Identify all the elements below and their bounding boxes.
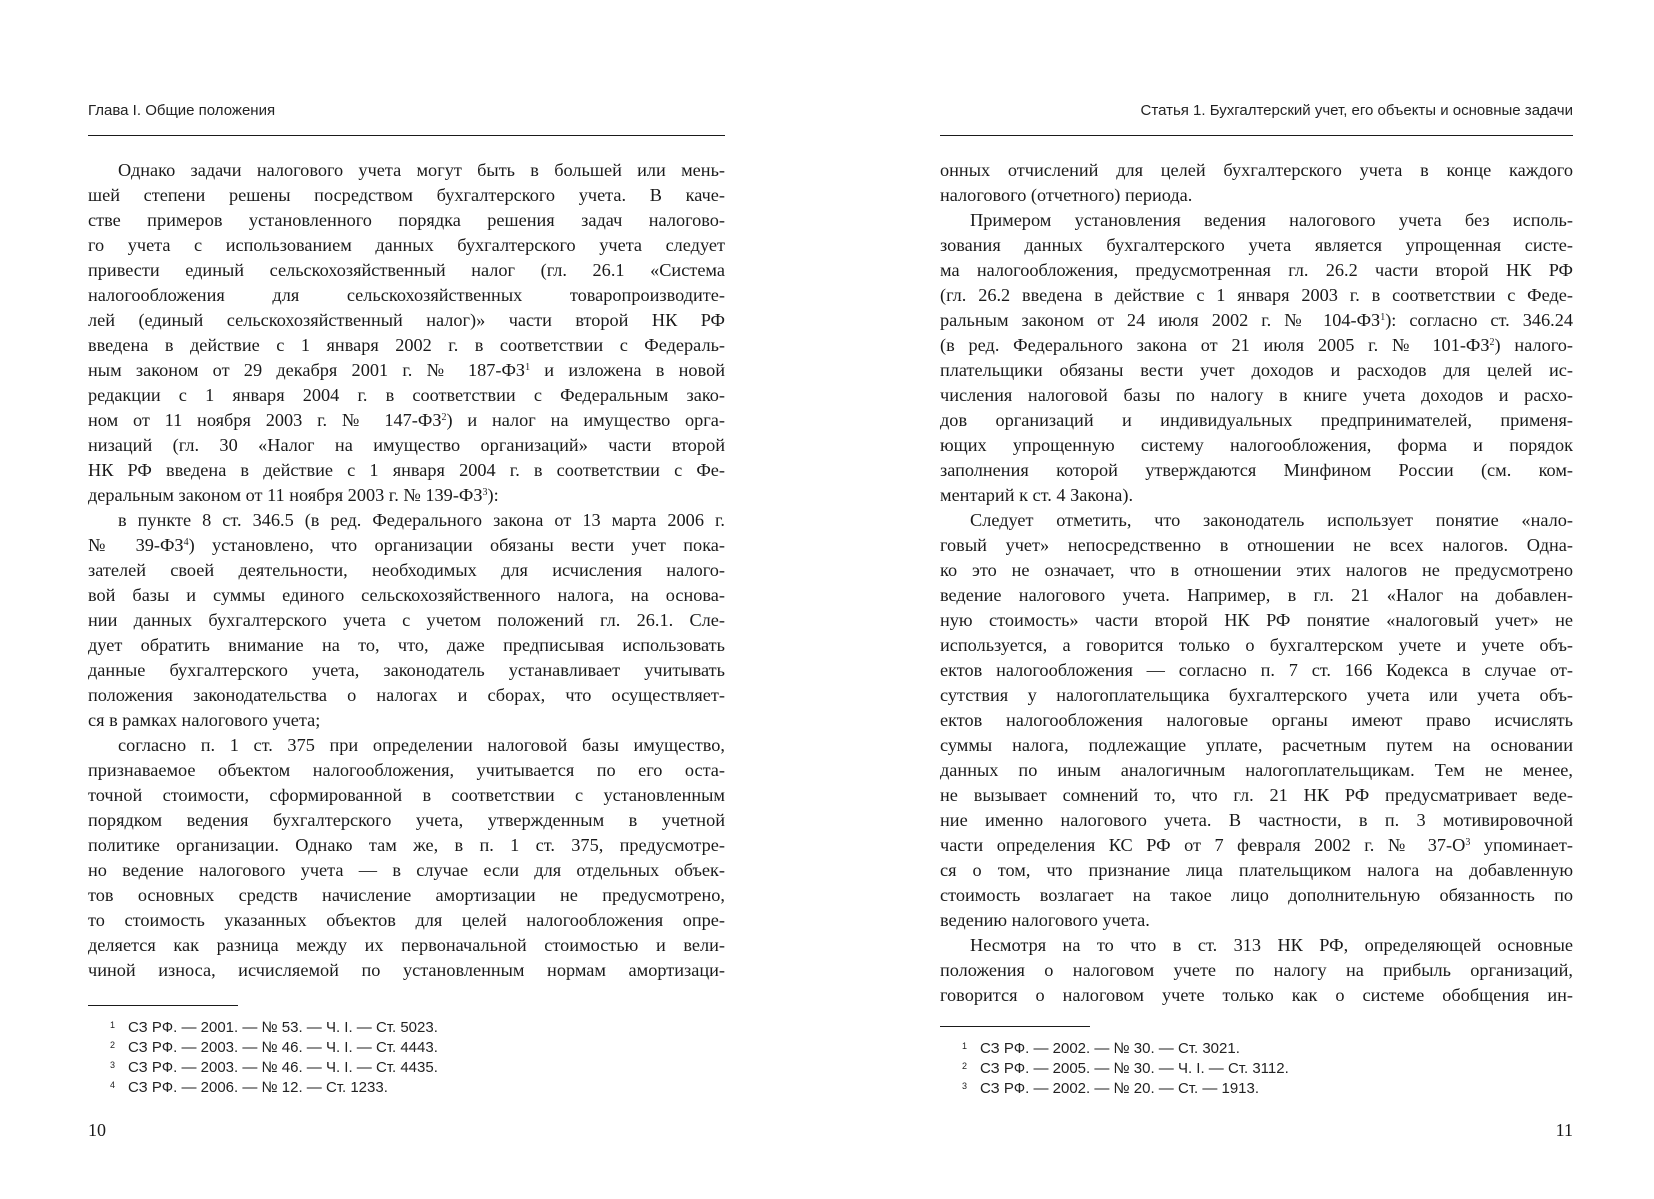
footnote xyxy=(940,1039,1573,1059)
text-line-main: ральным законом от 24 июля 2002 г. № 104-ФЗ xyxy=(940,310,1381,330)
text-line xyxy=(940,208,1573,233)
text-line-main: тов основных средств начисление амортизации не предусмотрено, xyxy=(88,885,725,905)
text-line-main: ние именно налогового учета. В частности, в п. 3 мотивировочной xyxy=(940,810,1573,830)
text-line xyxy=(88,433,725,458)
text-line-main: стве примеров установленного порядка решения задач налогово- xyxy=(88,210,725,230)
footnote xyxy=(88,1038,725,1058)
running-head-right: Статья 1. Бухгалтерский учет, его объекты и основные задачи xyxy=(1140,102,1573,119)
text-line xyxy=(88,933,725,958)
text-line xyxy=(88,283,725,308)
text-line xyxy=(88,633,725,658)
text-line xyxy=(940,533,1573,558)
text-line xyxy=(88,558,725,583)
footnote xyxy=(88,1018,725,1038)
text-line xyxy=(940,333,1573,358)
body-text-left xyxy=(88,158,725,983)
page-number-right: 11 xyxy=(1555,1120,1573,1140)
footnote-reference: 2 xyxy=(441,412,447,423)
footnote-text: СЗ РФ. — 2005. — № 30. — Ч. I. — Ст. 3112. xyxy=(980,1060,1289,1077)
text-line xyxy=(940,508,1573,533)
text-line-main: низаций (гл. 30 «Налог на имущество организаций» части второй xyxy=(88,435,725,455)
text-line xyxy=(88,458,725,483)
text-line xyxy=(88,758,725,783)
text-line xyxy=(88,733,725,758)
text-line xyxy=(940,783,1573,808)
text-line-main: лей (единый сельскохозяйственный налог)» части второй НК РФ xyxy=(88,310,725,330)
text-line-main: в пункте 8 ст. 346.5 (в ред. Федерального закона от 13 марта 2006 г. xyxy=(118,510,725,530)
text-line xyxy=(940,958,1573,983)
text-line-main: ектов налогообложения налоговые органы имеют право исчислять xyxy=(940,710,1573,730)
text-line xyxy=(88,608,725,633)
text-line-main: ным законом от 29 декабря 2001 г. № 187-ФЗ xyxy=(88,360,526,380)
text-line-main: данные бухгалтерского учета, законодатель устанавливает учитывать xyxy=(88,660,725,680)
text-line-main: ном от 11 ноября 2003 г. № 147-ФЗ xyxy=(88,410,442,430)
text-line xyxy=(940,983,1573,1008)
text-line xyxy=(88,883,725,908)
text-line-main: налогообложения для сельскохозяйственных товаропроизводите- xyxy=(88,285,725,305)
text-line xyxy=(88,708,725,733)
text-line-main: чиной износа, исчисляемой по установленным нормам амортизаци- xyxy=(88,960,725,980)
text-line xyxy=(940,158,1573,183)
text-line-main: порядком ведения бухгалтерского учета, утвержденным в учетной xyxy=(88,810,725,830)
text-line-main: налогового (отчетного) периода. xyxy=(940,185,1193,205)
text-line-main: но ведение налогового учета — в случае если для отдельных объек- xyxy=(88,860,725,880)
text-line xyxy=(940,233,1573,258)
text-line-main: числения налоговой базы по налогу в книге учета доходов и расхо- xyxy=(940,385,1573,405)
text-line-main: части определения КС РФ от 7 февраля 2002 г. № 37-О xyxy=(940,835,1466,855)
text-line-tail: ): xyxy=(487,485,499,505)
text-line-tail: ) установлено, что организации обязаны вести учет пока- xyxy=(188,535,726,555)
text-line xyxy=(88,258,725,283)
text-line xyxy=(940,858,1573,883)
text-line-main: ко это не означает, что в отношении этих налогов не предусмотрено xyxy=(940,560,1573,580)
text-line xyxy=(940,408,1573,433)
text-line xyxy=(940,933,1573,958)
text-line-tail: ) и налог на имущество орга- xyxy=(446,410,726,430)
text-line-main: ма налогообложения, предусмотренная гл. 26.2 части второй НК РФ xyxy=(940,260,1573,280)
text-line xyxy=(88,583,725,608)
text-line xyxy=(88,483,725,508)
text-line-tail: и изложена в новой xyxy=(530,360,726,380)
text-line-main: ектов налогообложения — согласно п. 7 ст. 166 Кодекса в случае от- xyxy=(940,660,1573,680)
footnote-number: 2 xyxy=(110,1040,116,1050)
text-line xyxy=(940,708,1573,733)
text-line-main: вой базы и суммы единого сельскохозяйственного налога, на основа- xyxy=(88,585,725,605)
text-line-main: говый учет» непосредственно в отношении не всех налогов. Одна- xyxy=(940,535,1573,555)
footnote xyxy=(940,1059,1573,1079)
text-line-main: деральным законом от 11 ноября 2003 г. № 139-ФЗ xyxy=(88,485,483,505)
text-line-main: онных отчислений для целей бухгалтерского учета в конце каждого xyxy=(940,160,1573,180)
text-line xyxy=(940,558,1573,583)
text-line-main: (в ред. Федерального закона от 21 июля 2005 г. № 101-ФЗ xyxy=(940,335,1490,355)
text-line xyxy=(88,333,725,358)
page-number-left: 10 xyxy=(88,1120,106,1140)
text-line-main: плательщики обязаны вести учет доходов и расходов для целей ис- xyxy=(940,360,1573,380)
text-line-main: политике организации. Однако там же, в п. 1 ст. 375, предусмотре- xyxy=(88,835,725,855)
text-line xyxy=(940,883,1573,908)
text-line-main: зования данных бухгалтерского учета является упрощенная систе- xyxy=(940,235,1573,255)
text-line xyxy=(940,308,1573,333)
text-line xyxy=(940,283,1573,308)
text-line xyxy=(88,308,725,333)
footnote-reference: 3 xyxy=(1465,837,1471,848)
footnotes-right xyxy=(940,1039,1573,1099)
text-line xyxy=(940,683,1573,708)
text-line xyxy=(88,958,725,983)
text-line-main: дует обратить внимание на то, что, даже предписывая использовать xyxy=(88,635,725,655)
text-line-main: говорится о налоговом учете только как о системе обобщения ин- xyxy=(940,985,1573,1005)
text-line-main: НК РФ введена в действие с 1 января 2004 г. в соответствии с Фе- xyxy=(88,460,725,480)
footnote-text: СЗ РФ. — 2003. — № 46. — Ч. I. — Ст. 4435. xyxy=(128,1059,438,1076)
text-line xyxy=(940,583,1573,608)
text-line-main: используется, а говорится только о бухгалтерском учете и учете объ- xyxy=(940,635,1573,655)
text-line xyxy=(940,358,1573,383)
text-line-main: не вызывает сомнений то, что гл. 21 НК РФ предусматривает веде- xyxy=(940,785,1573,805)
text-line-main: го учета с использованием данных бухгалтерского учета следует xyxy=(88,235,725,255)
text-line-main: признаваемое объектом налогообложения, учитывается по его оста- xyxy=(88,760,725,780)
footnote-number: 3 xyxy=(110,1060,116,1070)
text-line-main: № 39-ФЗ xyxy=(88,535,184,555)
text-line xyxy=(88,183,725,208)
text-line-main: то стоимость указанных объектов для целей налогообложения опре- xyxy=(88,910,725,930)
text-line xyxy=(940,183,1573,208)
running-head-left: Глава I. Общие положения xyxy=(88,102,276,119)
text-line-main: Однако задачи налогового учета могут быть в большей или мень- xyxy=(118,160,725,180)
footnote-reference: 4 xyxy=(183,537,189,548)
text-line xyxy=(88,533,725,558)
footnote-number: 3 xyxy=(962,1081,968,1091)
footnote-number: 1 xyxy=(962,1041,968,1051)
footnote-number: 1 xyxy=(110,1020,116,1030)
text-line-main: Примером установления ведения налогового учета без исполь- xyxy=(970,210,1573,230)
text-line-main: ведение налогового учета. Например, в гл. 21 «Налог на добавлен- xyxy=(940,585,1573,605)
text-line-main: ся в рамках налогового учета; xyxy=(88,710,321,730)
text-line xyxy=(940,608,1573,633)
footnote-rule-right xyxy=(940,1026,1090,1027)
text-line-main: суммы налога, подлежащие уплате, расчетным путем на основании xyxy=(940,735,1573,755)
header-rule-left xyxy=(88,135,725,136)
text-line xyxy=(940,733,1573,758)
text-line xyxy=(88,908,725,933)
footnote-reference: 2 xyxy=(1489,337,1495,348)
text-line xyxy=(940,383,1573,408)
text-line-main: Несмотря на то что в ст. 313 НК РФ, определяющей основные xyxy=(970,935,1573,955)
footnote-text: СЗ РФ. — 2002. — № 30. — Ст. 3021. xyxy=(980,1040,1240,1057)
text-line xyxy=(940,483,1573,508)
text-line-main: ментарий к ст. 4 Закона). xyxy=(940,485,1134,505)
text-line-main: ся о том, что признание лица плательщиком налога на добавленную xyxy=(940,860,1573,880)
text-line-main: (гл. 26.2 введена в действие с 1 января 2003 г. в соответствии с Феде- xyxy=(940,285,1573,305)
text-line-main: нии данных бухгалтерского учета с учетом положений гл. 26.1. Сле- xyxy=(88,610,725,630)
text-line-main: данных по иным аналогичным налогоплательщикам. Тем не менее, xyxy=(940,760,1573,780)
footnote-text: СЗ РФ. — 2002. — № 20. — Ст. — 1913. xyxy=(980,1080,1260,1097)
footnote-number: 2 xyxy=(962,1061,968,1071)
footnote-number: 4 xyxy=(110,1080,116,1090)
text-line-main: введена в действие с 1 января 2002 г. в соответствии с Федераль- xyxy=(88,335,725,355)
footnote-reference: 3 xyxy=(482,487,488,498)
text-line xyxy=(88,508,725,533)
text-line-main: деляется как разница между их первоначальной стоимостью и вели- xyxy=(88,935,725,955)
text-line-main: согласно п. 1 ст. 375 при определении налоговой базы имущество, xyxy=(118,735,725,755)
body-text-right xyxy=(940,158,1573,1008)
text-line-main: зателей своей деятельности, необходимых для исчисления налого- xyxy=(88,560,725,580)
footnote-rule-left xyxy=(88,1005,238,1006)
text-line-main: ющих упрощенную систему налогообложения, форма и порядок xyxy=(940,435,1573,455)
text-line-main: Следует отметить, что законодатель использует понятие «нало- xyxy=(970,510,1573,530)
header-rule-right xyxy=(940,135,1573,136)
text-line xyxy=(88,158,725,183)
text-line xyxy=(940,258,1573,283)
text-line xyxy=(940,908,1573,933)
text-line xyxy=(88,358,725,383)
text-line-main: заполнения которой утверждаются Минфином России (см. ком- xyxy=(940,460,1573,480)
text-line xyxy=(940,458,1573,483)
text-line-tail: упоминает- xyxy=(1470,835,1573,855)
text-line-main: привести единый сельскохозяйственный налог (гл. 26.1 «Система xyxy=(88,260,725,280)
footnote-reference: 1 xyxy=(1380,312,1386,323)
text-line xyxy=(88,808,725,833)
text-line-tail: ): согласно ст. 346.24 xyxy=(1385,310,1573,330)
text-line xyxy=(88,408,725,433)
text-line xyxy=(940,633,1573,658)
text-line xyxy=(940,808,1573,833)
text-line xyxy=(88,683,725,708)
footnote xyxy=(940,1079,1573,1099)
text-line-main: шей степени решены посредством бухгалтерского учета. В каче- xyxy=(88,185,725,205)
right-page xyxy=(940,0,1573,1199)
text-line-main: положения законодательства о налогах и сборах, что осуществляет- xyxy=(88,685,725,705)
text-line xyxy=(940,658,1573,683)
text-line xyxy=(88,658,725,683)
text-line xyxy=(88,383,725,408)
text-line-main: стоимость возлагает на такое лицо дополнительную обязанность по xyxy=(940,885,1573,905)
text-line-main: ную стоимость» части второй НК РФ понятие «налоговый учет» не xyxy=(940,610,1573,630)
text-line xyxy=(88,858,725,883)
footnote-text: СЗ РФ. — 2006. — № 12. — Ст. 1233. xyxy=(128,1079,388,1096)
text-line-tail: ) налого- xyxy=(1494,335,1573,355)
left-page xyxy=(88,0,725,1199)
footnote-reference: 1 xyxy=(525,362,531,373)
text-line xyxy=(940,758,1573,783)
text-line-main: точной стоимости, сформированной в соответствии с установленным xyxy=(88,785,725,805)
text-line xyxy=(88,233,725,258)
text-line-main: дов организаций и индивидуальных предпринимателей, применя- xyxy=(940,410,1573,430)
footnote xyxy=(88,1078,725,1098)
text-line-main: сутствия у налогоплательщика бухгалтерского учета или учета объ- xyxy=(940,685,1573,705)
text-line xyxy=(88,208,725,233)
text-line-main: ведению налогового учета. xyxy=(940,910,1150,930)
text-line xyxy=(88,833,725,858)
text-line-main: редакции с 1 января 2004 г. в соответствии с Федеральным зако- xyxy=(88,385,725,405)
footnotes-left xyxy=(88,1018,725,1098)
text-line-main: положения о налоговом учете по налогу на прибыль организаций, xyxy=(940,960,1573,980)
text-line xyxy=(940,433,1573,458)
footnote-text: СЗ РФ. — 2001. — № 53. — Ч. I. — Ст. 5023. xyxy=(128,1019,438,1036)
text-line xyxy=(88,783,725,808)
footnote-text: СЗ РФ. — 2003. — № 46. — Ч. I. — Ст. 4443. xyxy=(128,1039,438,1056)
text-line xyxy=(940,833,1573,858)
footnote xyxy=(88,1058,725,1078)
